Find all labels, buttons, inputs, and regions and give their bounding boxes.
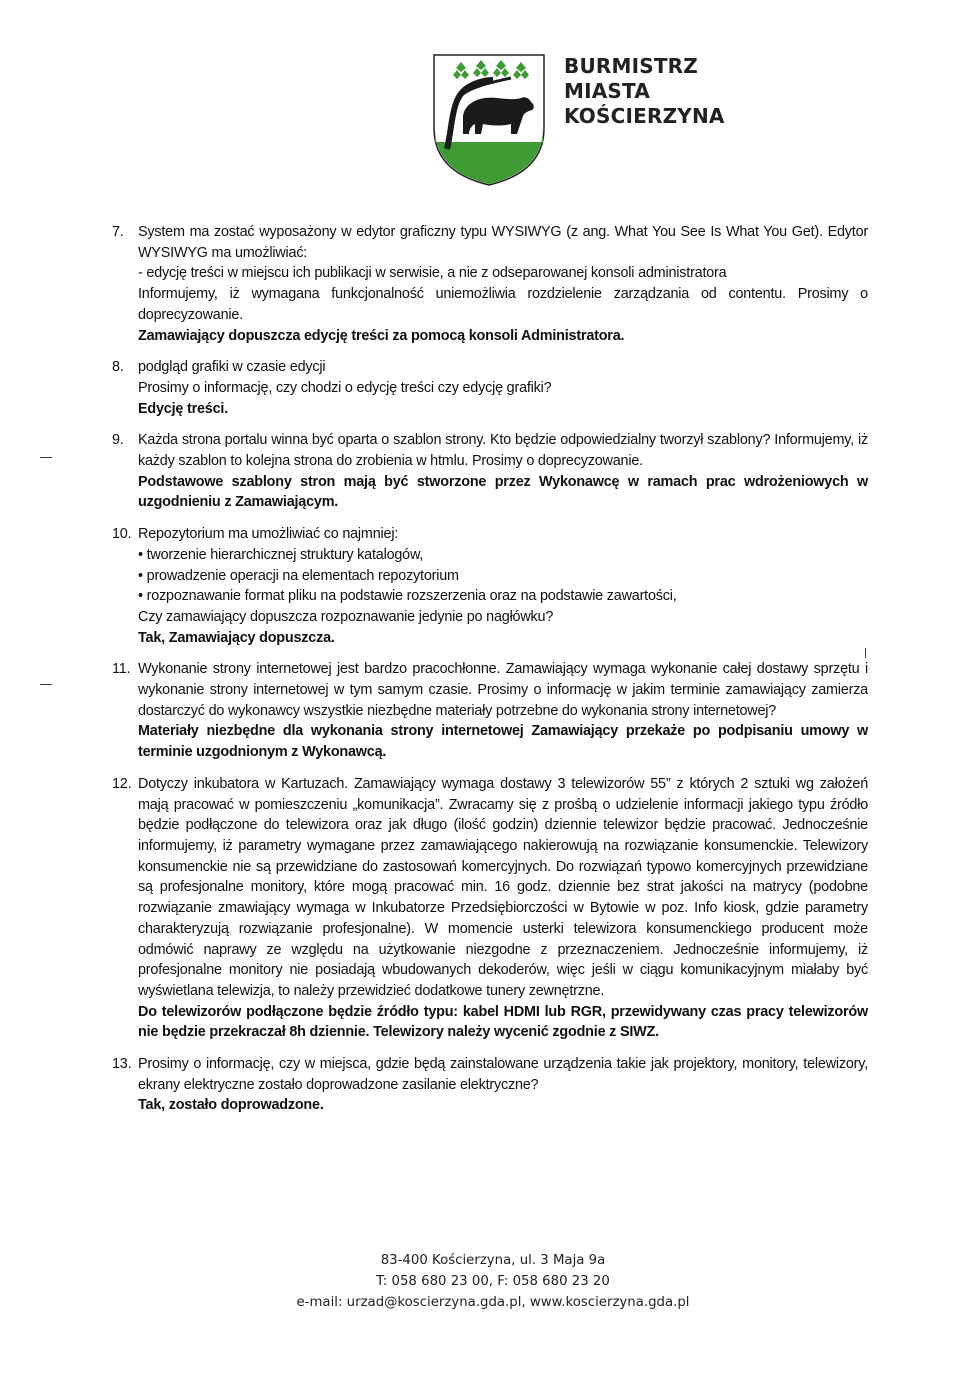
paragraph: - edycję treści w miejscu ich publikacji w serwisie, a nie z odseparowanej konsoli administratora: [138, 265, 727, 282]
paragraph: Każda strona portalu winna być oparta o szablon strony. Kto będzie odpowiedzialny tworzył szablony? Informujemy, iż każdy szablon to kolejna strona do zrobienia w htmlu. Prosimy o doprecyzowanie.: [138, 432, 868, 470]
item-number: 11.: [112, 661, 131, 678]
answer: Podstawowe szablony stron mają być stworzone przez Wykonawcę w ramach prac wdrożeniowych w uzgodnieniu z Zamawiającym.: [138, 473, 868, 511]
margin-mark: [40, 457, 52, 458]
kościerzyna-coat-of-arms-bear-icon: [433, 54, 545, 186]
letterhead: [433, 54, 733, 186]
org-name-line-3: KOŚCIERZYNA: [564, 104, 725, 128]
list-item: [112, 430, 868, 513]
answer: Tak, zostało doprowadzone.: [138, 1097, 324, 1114]
document-body: [112, 222, 868, 1127]
paragraph: Dotyczy inkubatora w Kartuzach. Zamawiający wymaga dostawy 3 telewizorów 55” z których 2 sztuki wg założeń mają pracować w pomieszczeniu „komunikacja”. Zwracamy się z prośbą o udzielenie informacji jakiego typu źródło będzie podłączone do telewizora oraz jak długo (ilość godzin) dziennie telewizor będzie pracować. Jednocześnie informujemy, iż parametry wymagane przez zamawiającego nakierowują na rozwiązanie konsumenckie. Telewizory konsumenckie nie są przewidziane do zastosowań komercyjnych. Do rozwiązań typowo komercyjnych przewidziane są profesjonalne monitory, które mogą pracować min. 16 godz. dziennie bez strat jakości na matrycy (podobne rozwiązanie zmawiający wymaga w Inkubatorze Przedsiębiorczości w Bytowie w poz. Info kiosk, gdzie parametry charakteryzują rozwiązanie profesjonalne). W momencie usterki telewizora konsumenckiego producent może odmówić naprawy ze względu na użytkowanie niezgodne z przeznaczeniem. Jednocześnie informujemy, iż profesjonalne monitory nie posiadają wbudowanych dekoderów, więc jeśli w ciągu komunikacyjnym miałaby być wyświetlana telewizja, to należy przewidzieć dodatkowe tunery zewnętrzne.: [138, 775, 868, 999]
bullet-line: • prowadzenie operacji na elementach repozytorium: [138, 567, 459, 584]
bullet-line: • rozpoznawanie format pliku na podstawie rozszerzenia oraz na podstawie zawartości,: [138, 588, 677, 605]
footer-address: 83-400 Kościerzyna, ul. 3 Maja 9a: [380, 1253, 606, 1268]
paragraph: Czy zamawiający dopuszcza rozpoznawanie jedynie po nagłówku?: [138, 608, 554, 625]
bullet-line: • tworzenie hierarchicznej struktury katalogów,: [138, 546, 424, 563]
list-item: [112, 774, 868, 1043]
item-number: 9.: [112, 432, 124, 449]
org-name-line-2: MIASTA: [564, 79, 650, 103]
organization-name: [564, 54, 725, 129]
paragraph: podgląd grafiki w czasie edycji: [138, 359, 326, 376]
answer: Do telewizorów podłączone będzie źródło typu: kabel HDMI lub RGR, przewidywany czas pracy telewizorów nie będzie przekraczał 8h dziennie. Telewizory należy wycenić zgodnie z SIWZ.: [138, 1003, 868, 1041]
paragraph: Wykonanie strony internetowej jest bardzo pracochłonne. Zamawiający wymaga wykonanie całej dostawy sprzętu i wykonanie strony internetowej w tym samym czasie. Prosimy o informację w jakim terminie zamawiający zamierza dostarczyć do wykonawcy wszystkie niezbędne materiały potrzebne do wykonania strony internetowej?: [138, 661, 868, 719]
answer: Tak, Zamawiający dopuszcza.: [138, 629, 335, 646]
paragraph: System ma zostać wyposażony w edytor graficzny typu WYSIWYG (z ang. What You See Is What You Get). Edytor WYSIWYG ma umożliwiać:: [138, 224, 868, 261]
paragraph: Repozytorium ma umożliwiać co najmniej:: [138, 526, 399, 543]
item-number: 7.: [112, 224, 124, 240]
footer-contact: e-mail: urzad@koscierzyna.gda.pl, www.koscierzyna.gda.pl: [296, 1295, 690, 1310]
item-number: 12.: [112, 775, 132, 792]
item-number: 10.: [112, 526, 132, 543]
list-item: [112, 524, 868, 648]
list-item: [112, 659, 868, 763]
answer: Zamawiający dopuszcza edycję treści za pomocą konsoli Administratora.: [138, 327, 625, 344]
list-item: [112, 1054, 868, 1116]
answer: Materiały niezbędne dla wykonania strony internetowej Zamawiający przekaże po podpisaniu umowy w terminie uzgodnionym z Wykonawcą.: [138, 723, 868, 761]
item-number: 8.: [112, 359, 124, 376]
page-footer: [0, 1250, 960, 1313]
answer: Edycję treści.: [138, 400, 228, 417]
org-name-line-1: BURMISTRZ: [564, 54, 698, 78]
paragraph: Informujemy, iż wymagana funkcjonalność uniemożliwia rozdzielenie zarządzania od contentu. Prosimy o doprecyzowanie.: [138, 286, 868, 323]
list-item: [112, 357, 868, 419]
margin-mark: [40, 684, 52, 685]
list-item: [112, 222, 868, 346]
footer-phones: T: 058 680 23 00, F: 058 680 23 20: [376, 1274, 610, 1289]
item-number: 13.: [112, 1056, 132, 1073]
paragraph: Prosimy o informację, czy w miejsca, gdzie będą zainstalowane urządzenia takie jak projektory, monitory, telewizory, ekrany elektryczne zostało doprowadzone zasilanie elektryczne?: [138, 1056, 868, 1093]
paragraph: Prosimy o informację, czy chodzi o edycję treści czy edycję grafiki?: [138, 379, 552, 396]
